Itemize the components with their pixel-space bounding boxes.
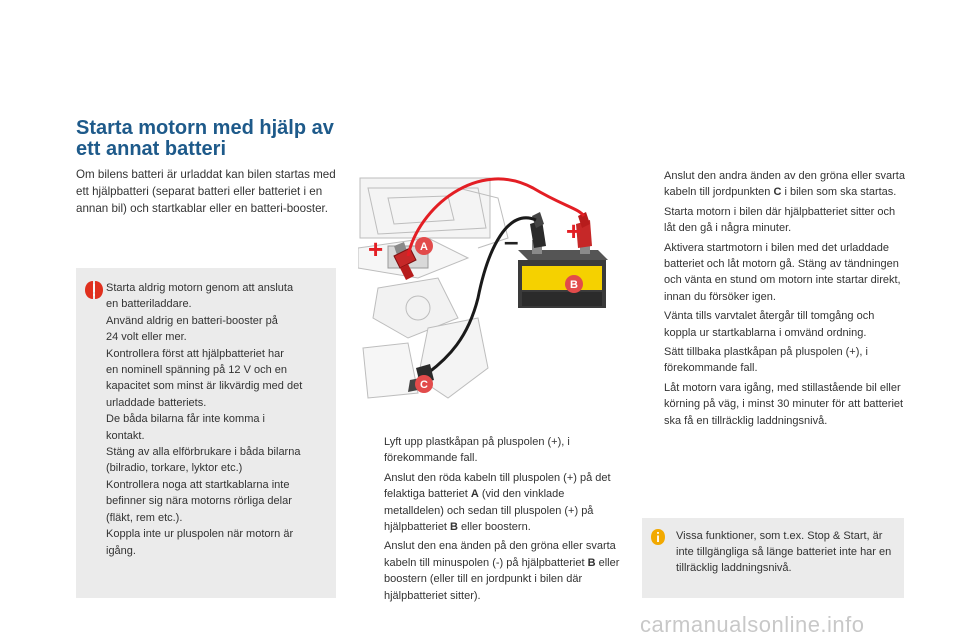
warning-line: Starta aldrig motorn genom att ansluta: [106, 282, 294, 294]
step-text: Anslut den andra änden av den gröna eller svarta kabeln till jordpunkten: [664, 170, 905, 199]
step-keyword: B: [587, 556, 596, 569]
step-text: eller boostern.: [458, 521, 531, 534]
warning-line: kontakt.: [106, 429, 145, 442]
step-item: [644, 240, 906, 306]
page-title: [76, 118, 346, 160]
intro-paragraph: Om bilens batteri är urladdat kan bilen startas med ett hjälpbatteri (separat batteri eller batteriet i en annan bil) och startkablar eller en batteri-booster.: [76, 168, 336, 215]
step-text: Anslut den ena änden på den gröna eller svarta kabeln till minuspolen (-) på hjälpbatteriet: [384, 540, 616, 569]
step-text: Sätt tillbaka plastkåpan på pluspolen (+), i förekommande fall.: [664, 346, 868, 375]
warning-line: kapacitet som minst är likvärdig med det: [106, 380, 303, 393]
step-text: Vänta tills varvtalet återgår till tomgång och koppla ur startkablarna i omvänd ordning.: [664, 310, 875, 339]
minus-sign: –: [504, 226, 519, 256]
title-line-2: ett annat batteri: [76, 138, 227, 160]
right-steps-list: [644, 168, 906, 432]
badge-c: [415, 375, 433, 393]
step-text: (vid den vinklade metalldelen) och sedan till pluspolen (+) på hjälpbatteriet: [384, 488, 594, 534]
step-text: Anslut den röda kabeln till pluspolen (+) på det felaktiga batteriet: [384, 471, 611, 501]
warning-line: Koppla inte ur pluspolen när motorn är: [106, 528, 294, 541]
warning-panel: [76, 268, 336, 598]
mid-steps-list: [364, 434, 622, 607]
warning-line: urladdade batteriets.: [106, 396, 207, 409]
step-keyword: B: [450, 521, 458, 534]
step-keyword: C: [773, 186, 782, 199]
warning-icon: [84, 280, 104, 300]
badge-a-label: A: [420, 241, 428, 253]
warning-line: 24 volt eller mer.: [106, 331, 187, 344]
step-item: [644, 380, 906, 429]
booster-battery-b: [518, 240, 608, 308]
badge-a: [415, 237, 433, 255]
step-item: [644, 344, 906, 377]
title-line-1: Starta motorn med hjälp av: [76, 117, 334, 139]
warning-line: Kontrollera noga att startkablarna inte: [106, 478, 290, 491]
step-text: Aktivera startmotorn i bilen med det urladdade batteriet och låt motorn gå. Stäng av tändningen och vänta en stund om motorn inte startar direkt, innan du försöker igen.: [664, 241, 901, 303]
warning-line: Kontrollera först att hjälpbatteriet har: [106, 347, 284, 360]
plus-sign-left: +: [368, 234, 384, 264]
plus-sign-right: +: [566, 216, 582, 246]
step-keyword: A: [470, 488, 479, 501]
warning-line: igång.: [106, 544, 136, 557]
badge-b: [565, 275, 583, 293]
warning-line: (bilradio, torkare, lyktor etc.): [106, 462, 243, 475]
step-item: [644, 168, 906, 201]
step-text: Lyft upp plastkåpan på pluspolen (+), i förekommande fall.: [384, 436, 570, 465]
info-icon: [650, 528, 666, 546]
info-text: Vissa funktioner, som t.ex. Stop & Start, är inte tillgängliga så länge batteriet inte har en tillräcklig laddningsnivå.: [676, 530, 892, 574]
warning-text: [106, 280, 330, 559]
step-text: Starta motorn i bilen där hjälpbatteriet sitter och låt den gå i några minuter.: [664, 205, 896, 235]
step-text: i bilen som ska startas.: [781, 186, 897, 199]
jump-start-diagram: [358, 168, 614, 408]
step-item: [364, 434, 622, 467]
info-panel: [642, 518, 904, 598]
badge-b-label: B: [570, 279, 578, 291]
warning-line: De båda bilarna får inte komma i: [106, 413, 265, 426]
step-item: [644, 204, 906, 237]
warning-line: en nominell spänning på 12 V och en: [106, 364, 288, 377]
warning-line: Stäng av alla elförbrukare i båda bilarna: [106, 446, 301, 459]
step-item: [364, 538, 622, 604]
step-item: [644, 308, 906, 341]
watermark: carmanualsonline.info: [640, 612, 865, 637]
warning-line: (fläkt, rem etc.).: [106, 511, 183, 524]
step-text: eller boostern (eller till en jordpunkt i bilen där hjälpbatteriet sitter).: [384, 556, 620, 602]
step-item: [364, 470, 622, 536]
warning-line: en batteriladdare.: [106, 298, 192, 311]
warning-line: Använd aldrig en batteri-booster på: [106, 314, 278, 327]
step-text: Låt motorn vara igång, med stillastående bil eller körning på väg, i minst 30 minuter för att batteriet ska få en tillräcklig laddningsnivå.: [664, 381, 904, 427]
badge-c-label: C: [420, 379, 428, 391]
warning-line: befinner sig nära motorns rörliga delar: [106, 495, 292, 508]
